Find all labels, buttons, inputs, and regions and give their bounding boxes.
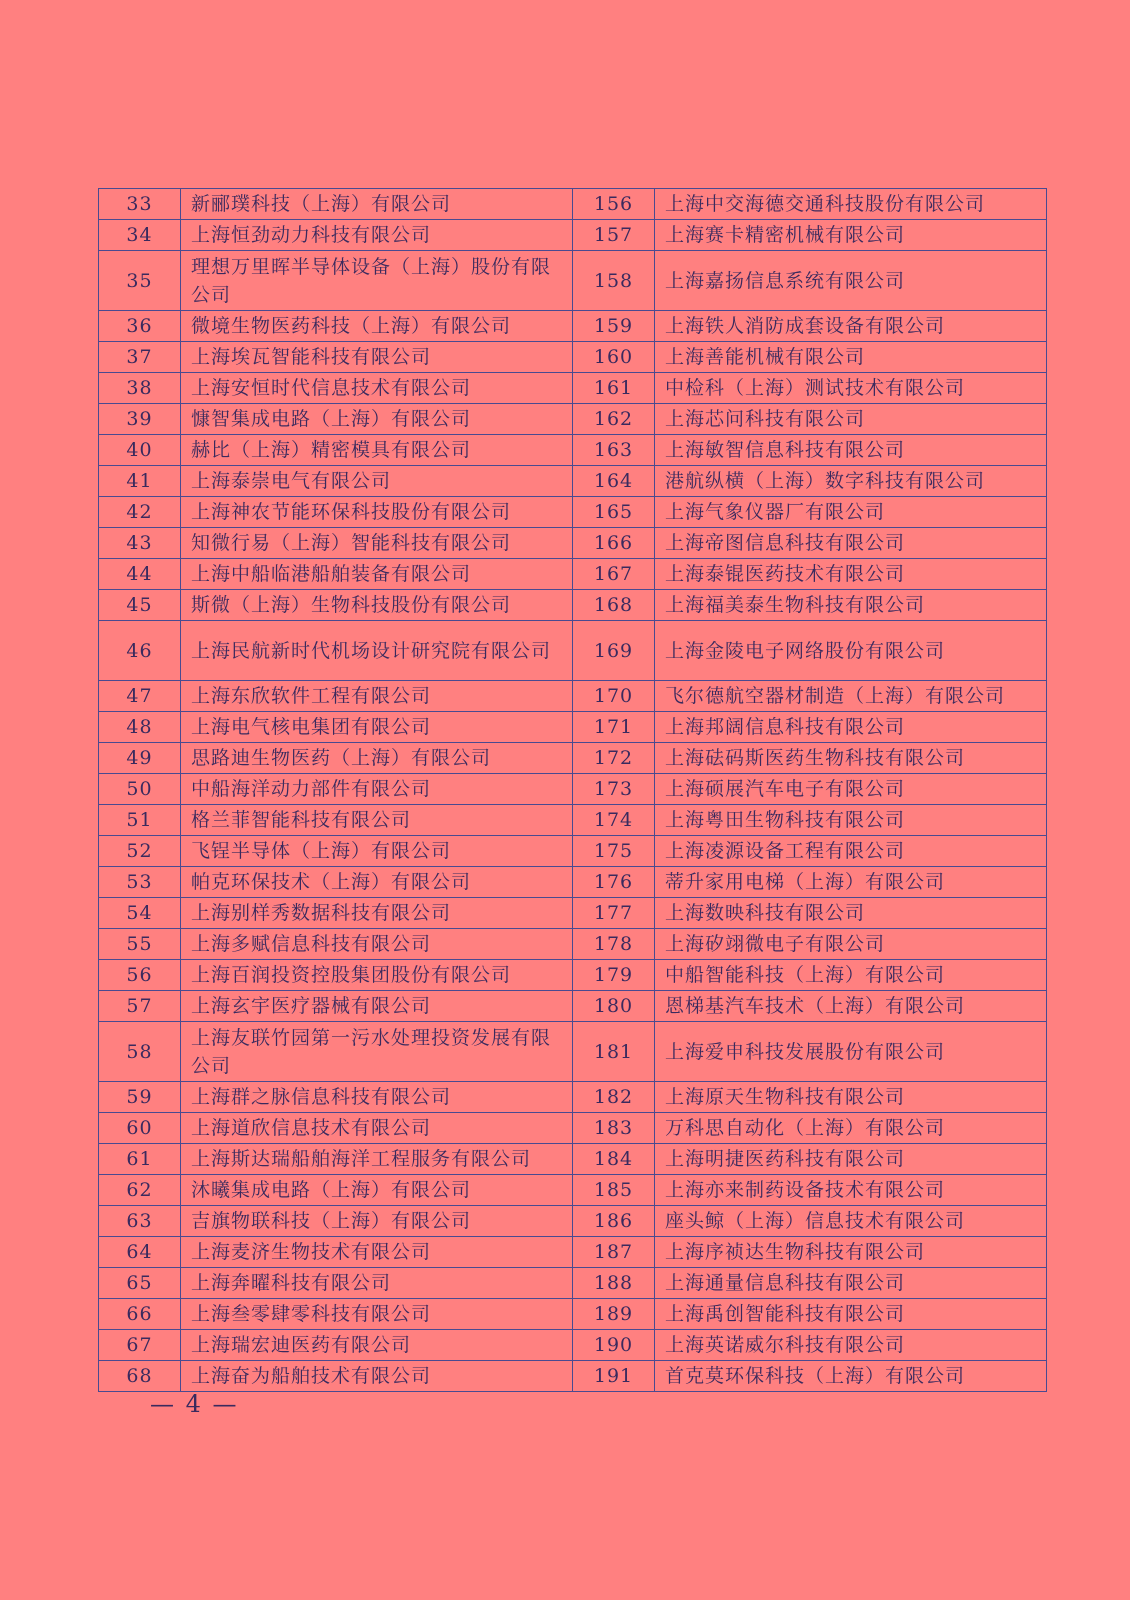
table-row xyxy=(99,743,1047,774)
company-list-table xyxy=(98,188,1047,1392)
table-row xyxy=(99,1268,1047,1299)
page-number: — 4 — xyxy=(150,1390,239,1418)
serial-number-left: 51 xyxy=(99,805,181,836)
serial-number-left: 60 xyxy=(99,1113,181,1144)
company-name-left: 上海奋为船舶技术有限公司 xyxy=(181,1361,573,1392)
serial-number-left: 35 xyxy=(99,251,181,311)
serial-number-right: 157 xyxy=(573,220,655,251)
company-name-left: 上海麦济生物技术有限公司 xyxy=(181,1237,573,1268)
company-name-right: 上海硕展汽车电子有限公司 xyxy=(655,774,1047,805)
serial-number-right: 164 xyxy=(573,466,655,497)
serial-number-left: 44 xyxy=(99,559,181,590)
company-name-left: 上海友联竹园第一污水处理投资发展有限公司 xyxy=(181,1022,573,1082)
company-name-right: 恩梯基汽车技术（上海）有限公司 xyxy=(655,991,1047,1022)
table-row xyxy=(99,1144,1047,1175)
serial-number-right: 165 xyxy=(573,497,655,528)
serial-number-right: 187 xyxy=(573,1237,655,1268)
company-name-left: 思路迪生物医药（上海）有限公司 xyxy=(181,743,573,774)
serial-number-left: 61 xyxy=(99,1144,181,1175)
table-row xyxy=(99,960,1047,991)
serial-number-right: 163 xyxy=(573,435,655,466)
serial-number-left: 59 xyxy=(99,1082,181,1113)
table-row xyxy=(99,1237,1047,1268)
company-name-left: 上海瑞宏迪医药有限公司 xyxy=(181,1330,573,1361)
table-row xyxy=(99,1361,1047,1392)
table-row xyxy=(99,1330,1047,1361)
table-row xyxy=(99,1082,1047,1113)
serial-number-right: 188 xyxy=(573,1268,655,1299)
table-row xyxy=(99,251,1047,311)
table-row xyxy=(99,373,1047,404)
company-name-left: 吉旗物联科技（上海）有限公司 xyxy=(181,1206,573,1237)
table-row xyxy=(99,929,1047,960)
company-name-left: 上海多赋信息科技有限公司 xyxy=(181,929,573,960)
company-name-left: 上海东欣软件工程有限公司 xyxy=(181,681,573,712)
company-name-right: 上海赛卡精密机械有限公司 xyxy=(655,220,1047,251)
company-name-left: 上海道欣信息技术有限公司 xyxy=(181,1113,573,1144)
company-name-left: 上海埃瓦智能科技有限公司 xyxy=(181,342,573,373)
company-name-left: 上海安恒时代信息技术有限公司 xyxy=(181,373,573,404)
serial-number-left: 49 xyxy=(99,743,181,774)
company-name-right: 上海序祯达生物科技有限公司 xyxy=(655,1237,1047,1268)
company-name-right: 上海敏智信息科技有限公司 xyxy=(655,435,1047,466)
company-list-body xyxy=(99,189,1047,1392)
serial-number-right: 171 xyxy=(573,712,655,743)
serial-number-left: 50 xyxy=(99,774,181,805)
company-name-right: 上海数映科技有限公司 xyxy=(655,898,1047,929)
serial-number-left: 57 xyxy=(99,991,181,1022)
serial-number-left: 68 xyxy=(99,1361,181,1392)
serial-number-right: 186 xyxy=(573,1206,655,1237)
serial-number-left: 62 xyxy=(99,1175,181,1206)
serial-number-left: 47 xyxy=(99,681,181,712)
serial-number-left: 33 xyxy=(99,189,181,220)
table-row xyxy=(99,311,1047,342)
company-name-right: 中检科（上海）测试技术有限公司 xyxy=(655,373,1047,404)
company-name-right: 上海矽翊微电子有限公司 xyxy=(655,929,1047,960)
serial-number-right: 170 xyxy=(573,681,655,712)
table-row xyxy=(99,1175,1047,1206)
serial-number-right: 162 xyxy=(573,404,655,435)
company-name-left: 理想万里晖半导体设备（上海）股份有限公司 xyxy=(181,251,573,311)
serial-number-right: 166 xyxy=(573,528,655,559)
serial-number-right: 158 xyxy=(573,251,655,311)
serial-number-right: 156 xyxy=(573,189,655,220)
company-name-left: 中船海洋动力部件有限公司 xyxy=(181,774,573,805)
serial-number-right: 173 xyxy=(573,774,655,805)
table-row xyxy=(99,681,1047,712)
serial-number-right: 159 xyxy=(573,311,655,342)
serial-number-left: 53 xyxy=(99,867,181,898)
table-row xyxy=(99,1299,1047,1330)
company-name-left: 新郦璞科技（上海）有限公司 xyxy=(181,189,573,220)
serial-number-left: 37 xyxy=(99,342,181,373)
company-name-right: 上海明捷医药科技有限公司 xyxy=(655,1144,1047,1175)
serial-number-right: 167 xyxy=(573,559,655,590)
company-name-left: 格兰菲智能科技有限公司 xyxy=(181,805,573,836)
company-name-right: 上海邦阔信息科技有限公司 xyxy=(655,712,1047,743)
serial-number-right: 160 xyxy=(573,342,655,373)
table-row xyxy=(99,1022,1047,1082)
company-name-right: 上海泰锟医药技术有限公司 xyxy=(655,559,1047,590)
company-name-left: 上海群之脉信息科技有限公司 xyxy=(181,1082,573,1113)
serial-number-left: 58 xyxy=(99,1022,181,1082)
serial-number-right: 190 xyxy=(573,1330,655,1361)
serial-number-left: 55 xyxy=(99,929,181,960)
table-row xyxy=(99,867,1047,898)
company-name-left: 慷智集成电路（上海）有限公司 xyxy=(181,404,573,435)
company-name-right: 上海禹创智能科技有限公司 xyxy=(655,1299,1047,1330)
company-name-left: 上海叁零肆零科技有限公司 xyxy=(181,1299,573,1330)
serial-number-left: 46 xyxy=(99,621,181,681)
serial-number-left: 48 xyxy=(99,712,181,743)
company-name-left: 上海斯达瑞船舶海洋工程服务有限公司 xyxy=(181,1144,573,1175)
company-name-right: 上海铁人消防成套设备有限公司 xyxy=(655,311,1047,342)
company-name-right: 上海福美泰生物科技有限公司 xyxy=(655,590,1047,621)
serial-number-right: 180 xyxy=(573,991,655,1022)
serial-number-right: 177 xyxy=(573,898,655,929)
company-name-right: 上海原天生物科技有限公司 xyxy=(655,1082,1047,1113)
company-name-left: 上海神农节能环保科技股份有限公司 xyxy=(181,497,573,528)
company-name-right: 座头鲸（上海）信息技术有限公司 xyxy=(655,1206,1047,1237)
table-row xyxy=(99,435,1047,466)
serial-number-right: 183 xyxy=(573,1113,655,1144)
company-name-right: 上海通量信息科技有限公司 xyxy=(655,1268,1047,1299)
company-name-left: 上海玄宇医疗器械有限公司 xyxy=(181,991,573,1022)
serial-number-right: 185 xyxy=(573,1175,655,1206)
company-name-right: 上海亦来制药设备技术有限公司 xyxy=(655,1175,1047,1206)
serial-number-left: 45 xyxy=(99,590,181,621)
company-name-left: 上海恒劲动力科技有限公司 xyxy=(181,220,573,251)
serial-number-left: 54 xyxy=(99,898,181,929)
company-name-right: 上海砝码斯医药生物科技有限公司 xyxy=(655,743,1047,774)
company-name-left: 上海民航新时代机场设计研究院有限公司 xyxy=(181,621,573,681)
serial-number-right: 189 xyxy=(573,1299,655,1330)
company-name-right: 上海爱申科技发展股份有限公司 xyxy=(655,1022,1047,1082)
serial-number-left: 34 xyxy=(99,220,181,251)
serial-number-left: 38 xyxy=(99,373,181,404)
company-name-right: 飞尔德航空器材制造（上海）有限公司 xyxy=(655,681,1047,712)
table-row xyxy=(99,342,1047,373)
serial-number-right: 176 xyxy=(573,867,655,898)
company-name-left: 上海别样秀数据科技有限公司 xyxy=(181,898,573,929)
table-row xyxy=(99,559,1047,590)
table-row xyxy=(99,466,1047,497)
company-name-left: 沐曦集成电路（上海）有限公司 xyxy=(181,1175,573,1206)
table-row xyxy=(99,590,1047,621)
table-row xyxy=(99,774,1047,805)
company-name-right: 上海中交海德交通科技股份有限公司 xyxy=(655,189,1047,220)
company-name-right: 首克莫环保科技（上海）有限公司 xyxy=(655,1361,1047,1392)
company-name-right: 上海英诺威尔科技有限公司 xyxy=(655,1330,1047,1361)
serial-number-left: 67 xyxy=(99,1330,181,1361)
serial-number-right: 161 xyxy=(573,373,655,404)
table-row xyxy=(99,497,1047,528)
serial-number-left: 66 xyxy=(99,1299,181,1330)
serial-number-right: 182 xyxy=(573,1082,655,1113)
serial-number-right: 181 xyxy=(573,1022,655,1082)
company-name-right: 上海凌源设备工程有限公司 xyxy=(655,836,1047,867)
company-name-left: 飞锃半导体（上海）有限公司 xyxy=(181,836,573,867)
serial-number-right: 175 xyxy=(573,836,655,867)
table-row xyxy=(99,1206,1047,1237)
table-row xyxy=(99,712,1047,743)
serial-number-left: 63 xyxy=(99,1206,181,1237)
serial-number-right: 191 xyxy=(573,1361,655,1392)
table-row xyxy=(99,991,1047,1022)
company-name-right: 上海金陵电子网络股份有限公司 xyxy=(655,621,1047,681)
serial-number-right: 178 xyxy=(573,929,655,960)
serial-number-right: 168 xyxy=(573,590,655,621)
company-name-left: 微境生物医药科技（上海）有限公司 xyxy=(181,311,573,342)
serial-number-left: 41 xyxy=(99,466,181,497)
table-row xyxy=(99,898,1047,929)
table-row xyxy=(99,220,1047,251)
table-row xyxy=(99,528,1047,559)
table-row xyxy=(99,621,1047,681)
company-name-right: 上海嘉扬信息系统有限公司 xyxy=(655,251,1047,311)
serial-number-left: 43 xyxy=(99,528,181,559)
table-row xyxy=(99,836,1047,867)
table-row xyxy=(99,1113,1047,1144)
company-name-left: 上海百润投资控股集团股份有限公司 xyxy=(181,960,573,991)
serial-number-left: 39 xyxy=(99,404,181,435)
table-row xyxy=(99,805,1047,836)
company-name-left: 上海泰崇电气有限公司 xyxy=(181,466,573,497)
company-name-left: 知微行易（上海）智能科技有限公司 xyxy=(181,528,573,559)
serial-number-left: 42 xyxy=(99,497,181,528)
serial-number-right: 179 xyxy=(573,960,655,991)
serial-number-left: 64 xyxy=(99,1237,181,1268)
company-name-left: 上海中船临港船舶装备有限公司 xyxy=(181,559,573,590)
company-name-left: 斯微（上海）生物科技股份有限公司 xyxy=(181,590,573,621)
company-name-right: 上海帝图信息科技有限公司 xyxy=(655,528,1047,559)
serial-number-right: 169 xyxy=(573,621,655,681)
company-name-right: 上海气象仪器厂有限公司 xyxy=(655,497,1047,528)
serial-number-left: 52 xyxy=(99,836,181,867)
company-name-right: 蒂升家用电梯（上海）有限公司 xyxy=(655,867,1047,898)
company-name-left: 上海电气核电集团有限公司 xyxy=(181,712,573,743)
serial-number-left: 56 xyxy=(99,960,181,991)
company-name-right: 上海粤田生物科技有限公司 xyxy=(655,805,1047,836)
company-name-right: 上海芯问科技有限公司 xyxy=(655,404,1047,435)
serial-number-right: 174 xyxy=(573,805,655,836)
table-row xyxy=(99,404,1047,435)
serial-number-left: 65 xyxy=(99,1268,181,1299)
company-name-right: 港航纵横（上海）数字科技有限公司 xyxy=(655,466,1047,497)
company-name-right: 万科思自动化（上海）有限公司 xyxy=(655,1113,1047,1144)
serial-number-left: 40 xyxy=(99,435,181,466)
table-row xyxy=(99,189,1047,220)
serial-number-right: 184 xyxy=(573,1144,655,1175)
company-name-right: 中船智能科技（上海）有限公司 xyxy=(655,960,1047,991)
serial-number-left: 36 xyxy=(99,311,181,342)
company-name-left: 帕克环保技术（上海）有限公司 xyxy=(181,867,573,898)
company-name-right: 上海善能机械有限公司 xyxy=(655,342,1047,373)
company-name-left: 上海奔曜科技有限公司 xyxy=(181,1268,573,1299)
serial-number-right: 172 xyxy=(573,743,655,774)
company-name-left: 赫比（上海）精密模具有限公司 xyxy=(181,435,573,466)
